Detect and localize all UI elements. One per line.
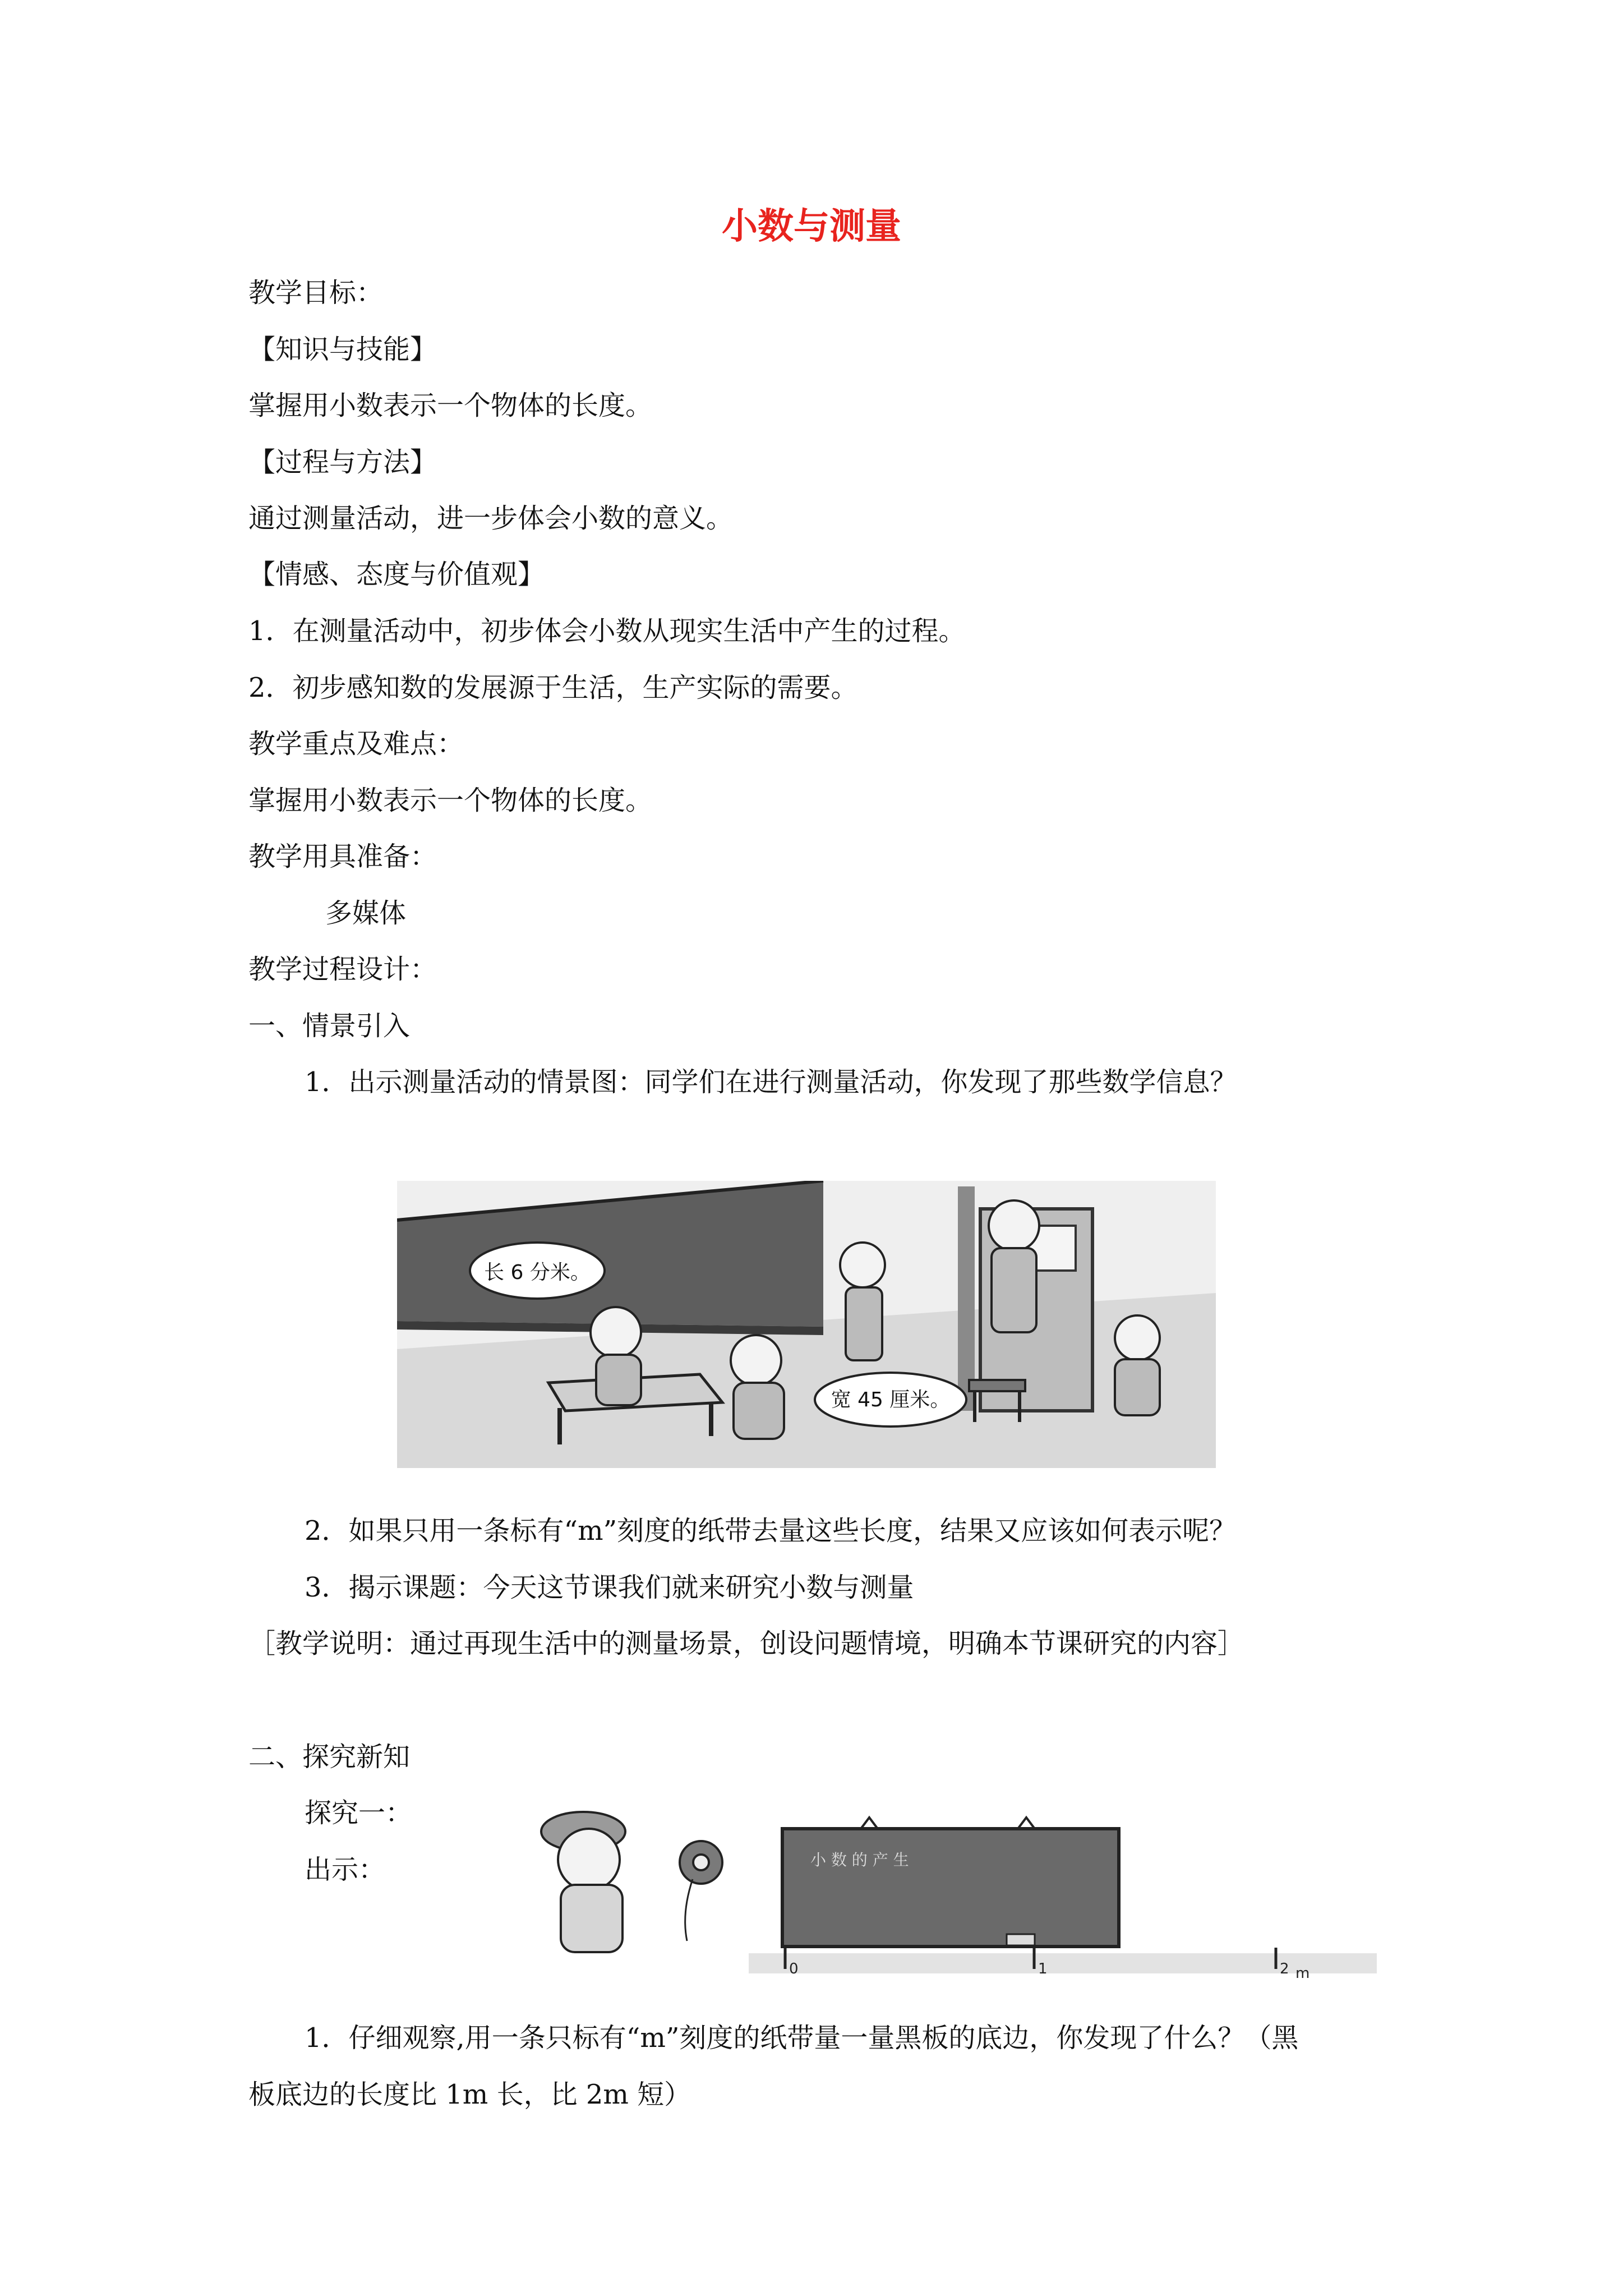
emotion-values-heading: 【情感、态度与价值观】 — [248, 559, 545, 590]
blackboard-text: 小 数 的 产 生 — [810, 1851, 909, 1869]
teaching-note: ［教学说明：通过再现生活中的测量场景，创设问题情境，明确本节课研究的内容］ — [248, 1628, 1245, 1659]
key-points-heading: 教学重点及难点： — [248, 728, 464, 760]
bubble-width-text: 宽 45 厘米。 — [831, 1388, 951, 1411]
ruler-label-1: 1 — [1038, 1961, 1048, 1977]
explore-1-label: 探究一： — [305, 1797, 413, 1829]
section-1-step-2: 2．如果只用一条标有“m”刻度的纸带去量这些长度，结果又应该如何表示呢？ — [305, 1515, 1237, 1547]
process-method-text: 通过测量活动，进一步体会小数的意义。 — [248, 503, 734, 534]
key-points-text: 掌握用小数表示一个物体的长度。 — [248, 785, 653, 816]
measuring-scene-illustration — [397, 1181, 1216, 1468]
ruler-label-2: 2 — [1280, 1961, 1289, 1977]
blackboard-ruler-illustration — [530, 1801, 1382, 1991]
teaching-tools-heading: 教学用具准备： — [248, 841, 437, 872]
section-1-heading: 一、情景引入 — [248, 1010, 411, 1042]
objectives-heading: 教学目标： — [248, 277, 384, 309]
knowledge-skills-text: 掌握用小数表示一个物体的长度。 — [248, 390, 653, 421]
section-2-heading: 二、探究新知 — [248, 1741, 411, 1773]
emotion-values-item-2: 2．初步感知数的发展源于生活，生产实际的需要。 — [248, 672, 858, 703]
section-1-step-1: 1．出示测量活动的情景图：同学们在进行测量活动，你发现了那些数学信息？ — [305, 1066, 1237, 1098]
knowledge-skills-heading: 【知识与技能】 — [248, 334, 437, 365]
explore-1-question-line-2: 板底边的长度比 1m 长，比 2m 短） — [248, 2079, 691, 2110]
page-title: 小数与测量 — [722, 206, 901, 247]
ruler-unit-label: m — [1295, 1965, 1310, 1982]
process-method-heading: 【过程与方法】 — [248, 447, 437, 478]
explore-1-question-line-1: 1．仔细观察,用一条只标有“m”刻度的纸带量一量黑板的底边，你发现了什么？（黑 — [305, 2022, 1299, 2054]
teaching-tools-text: 多媒体 — [325, 898, 407, 929]
bubble-length-text: 长 6 分米。 — [484, 1261, 591, 1284]
emotion-values-item-1: 1．在测量活动中，初步体会小数从现实生活中产生的过程。 — [248, 615, 966, 647]
ruler-label-0: 0 — [789, 1961, 799, 1977]
process-design-heading: 教学过程设计： — [248, 954, 437, 985]
show-label: 出示： — [305, 1854, 386, 1885]
section-1-step-3: 3．揭示课题：今天这节课我们就来研究小数与测量 — [305, 1572, 914, 1603]
